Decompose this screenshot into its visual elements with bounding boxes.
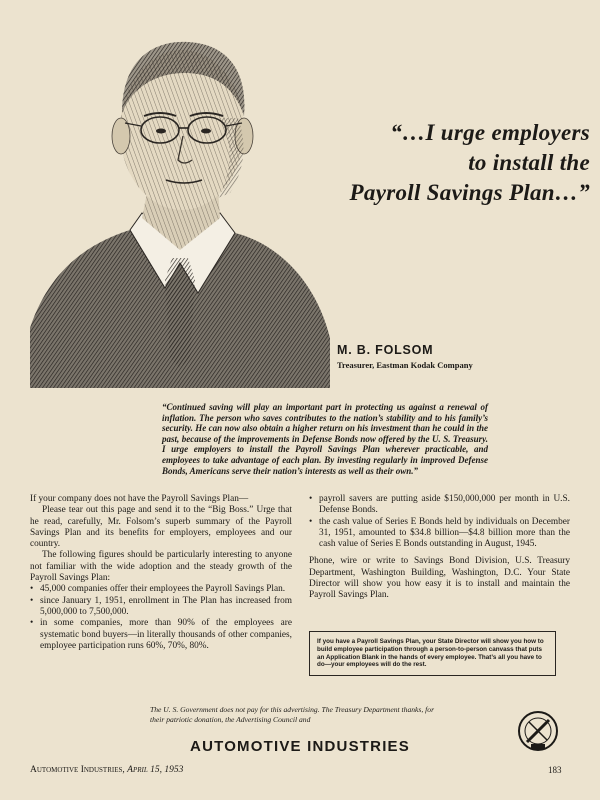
pull-quote: “Continued saving will play an important part in protecting us against a renewal of inflation. The person who saves contributes to the nation’s stability and to his family’s security. He can now also obtain a higher return on his investment than he could in the past, because of the improvements in Defense Bonds now offered by the U. S. Treasury. I urge employers to install the Payroll Savings Plan wherever practicable, and employees to take advantage of each plan. By investing regularly in improved Defense Bonds, Americans serve their nation’s interests as well as their own.” — [162, 402, 488, 476]
headline-quote — [290, 118, 590, 208]
bullet-item: • since January 1, 1951, enrollment in The Plan has increased from 5,000,000 to 7,500,000. — [30, 596, 292, 619]
body-paragraph: If your company does not have the Payroll Savings Plan— — [30, 494, 249, 504]
headline-line: to install the — [468, 150, 590, 175]
issue-date: April 15, 1953 — [127, 765, 184, 775]
bullet-item: • the cash value of Series E Bonds held by individuals on December 31, 1951, amounted to $34.8 billion—$4.8 billion more than the cash value of Series E Bonds outstanding in August, 1945. — [309, 517, 570, 551]
body-column-right — [309, 494, 570, 602]
magazine-name: Automotive Industries, — [30, 765, 125, 775]
contact-paragraph: Phone, wire or write to Savings Bond Division, U.S. Treasury Department, Washington Building, Washington, D.C. Your State Director will show you how easy it is to install and maintain the Payroll Savings Plan. — [309, 556, 570, 601]
body-paragraph: Please tear out this page and send it to the “Big Boss.” Urge that he read, carefully, Mr. Folsom’s superb summary of the Payroll Savings Plan and its benefits for employers, employees and our country. — [30, 505, 292, 550]
bullet-item: • in some companies, more than 90% of the employees are systematic bond buyers—in literally thousands of other companies, employee participation runs 60%, 70%, 80%. — [30, 618, 292, 652]
signatory-title: Treasurer, Eastman Kodak Company — [337, 360, 473, 370]
folio-left — [30, 765, 183, 775]
signatory-name: M. B. FOLSOM — [337, 343, 434, 357]
headline-line: Payroll Savings Plan…” — [349, 180, 590, 205]
body-column-left — [30, 494, 292, 652]
headline-line: “…I urge employers — [390, 120, 590, 145]
publication-name: AUTOMOTIVE INDUSTRIES — [190, 738, 410, 755]
boxed-note: If you have a Payroll Savings Plan, your State Director will show you how to build employee participation through a person-to-person canvass that puts an Application Blank in the hands of every employee. That’s all you have to do—your employees will do the rest. — [309, 631, 556, 676]
footer-note: The U. S. Government does not pay for this advertising. The Treasury Department thanks, for their patriotic donation, the Advertising Council and — [150, 705, 435, 724]
body-paragraph: The following figures should be particularly interesting to anyone not familiar with the wide adoption and the steady growth of the Payroll Savings Plan: — [30, 550, 292, 584]
page-number: 183 — [548, 765, 562, 775]
bullet-item: • payroll savers are putting aside $150,000,000 per month in U.S. Defense Bonds. — [309, 494, 570, 517]
bullet-item: • 45,000 companies offer their employees the Payroll Savings Plan. — [30, 584, 292, 595]
